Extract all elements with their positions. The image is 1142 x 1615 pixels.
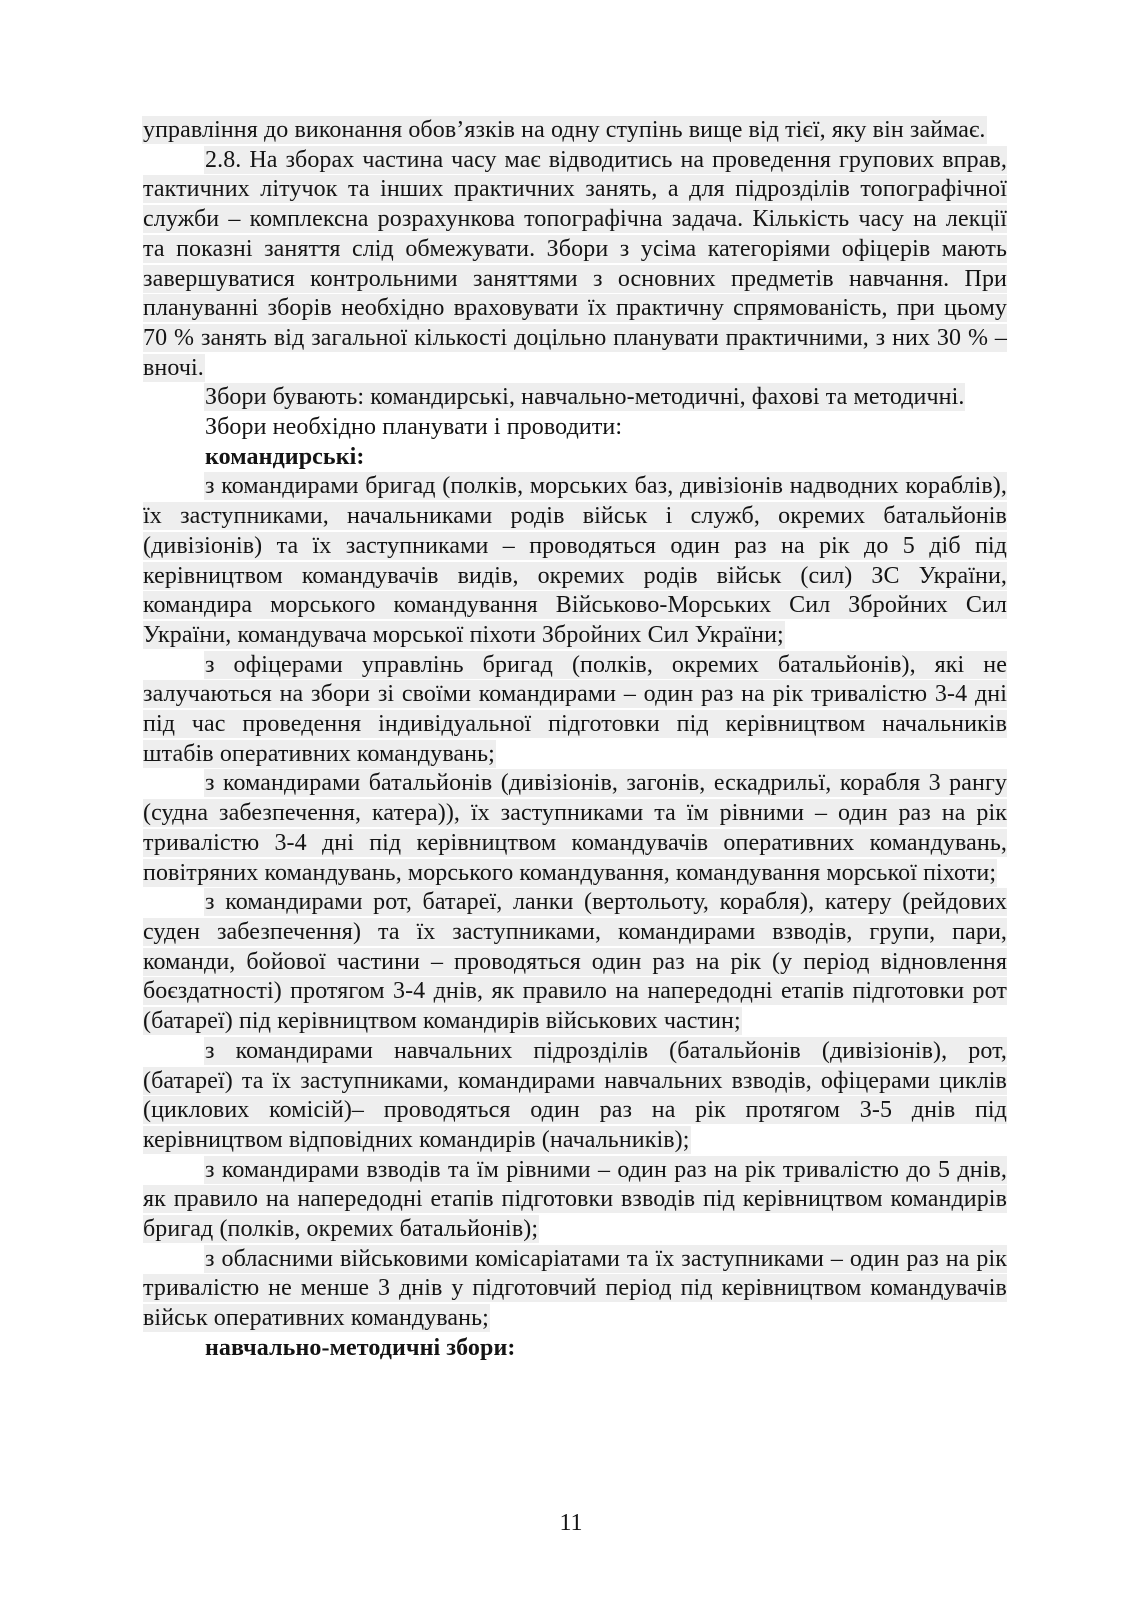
paragraph-text: 2.8. На зборах частина часу має відводитись на проведення групових вправ, тактичних літучок та інших практичних занять, а для підрозділів топографічної служби – комплексна розрахункова топографічна задача. Кількість часу на лекції та показні заняття слід обмежувати. Збори з усіма категоріями офіцерів мають завершуватися контрольними заняттями з основних предметів навчання. При плануванні зборів необхідно враховувати їх практичну спрямованість, при цьому 70 % занять від загальної кількості доцільно планувати практичними, з них 30 % – вночі. [143,146,1007,381]
page-number: 11 [559,1510,583,1536]
paragraph-text: з командирами взводів та їм рівними – один раз на рік тривалістю до 5 днів, як правило на напередодні етапів підготовки взводів під керівництвом командирів бригад (полків, окремих батальйонів); [143,1156,1007,1243]
paragraph-text: з офіцерами управлінь бригад (полків, окремих батальйонів), які не залучаються на збори зі своїми командирами – один раз на рік тривалістю 3-4 дні під час проведення індивідуальної підготовки під керівництвом начальників штабів оперативних командувань; [143,651,1007,767]
paragraph-zbory-buvayut [143,383,1007,413]
heading-komandyrski [143,443,1007,473]
paragraph-continuation [143,116,1007,146]
heading-text: командирські: [205,443,365,470]
paragraph-text: з командирами рот, батареї, ланки (вертольоту, корабля), катеру (рейдових суден забезпечення) та їх заступниками, командирами взводів, групи, пари, команди, бойової частини – проводяться один раз на рік (у період відновлення боєздатності) протягом 3-4 днів, як правило на напередодні етапів підготовки рот (батареї) під керівництвом командирів військових частин; [143,889,1007,1035]
paragraph-komandyry-bryhad [143,472,1007,650]
paragraph-text: з командирами бригад (полків, морських баз, дивізіонів надводних кораблів), їх заступниками, начальниками родів військ і служб, окремих батальйонів (дивізіонів) та їх заступниками – проводяться один раз на рік до 5 діб під керівництвом командувачів видів, окремих родів військ (сил) ЗС України, командира морського командування Військово-Морських Сил Збройних Сил України, командувача морської піхоти Збройних Сил України; [143,473,1007,648]
paragraph-komandyry-rot [143,888,1007,1037]
paragraph-text: з командирами навчальних підрозділів (батальйонів (дивізіонів), рот, (батареї) та їх заступниками, командирами навчальних взводів, офіцерами циклів (циклових комісій)– проводяться один раз на рік протягом 3-5 днів під керівництвом відповідних командирів (начальників); [143,1037,1007,1153]
paragraph-text: Збори необхідно планувати і проводити: [205,414,623,441]
paragraph-text: з командирами батальйонів (дивізіонів, загонів, ескадрильї, корабля 3 рангу (судна забезпечення, катера)), їх заступниками та їм рівними – один раз на рік тривалістю 3-4 дні під керівництвом командувачів оперативних командувань, повітряних командувань, морського командування, командування морської піхоти; [143,770,1007,886]
document-text-column [143,116,1007,1364]
paragraph-text: управління до виконання обов’язків на одну ступінь вище від тієї, яку він займає. [143,117,986,143]
paragraph-ofitsery-upravlin [143,651,1007,770]
paragraph-oblasni-komisariaty [143,1245,1007,1334]
heading-navchalno-metodychni-zbory [143,1334,1007,1364]
paragraph-2-8 [143,146,1007,384]
paragraph-navchalni-pidrozdily [143,1037,1007,1156]
paragraph-text: з обласними військовими комісаріатами та їх заступниками – один раз на рік тривалістю не менше 3 днів у підготовчий період під керівництвом командувачів військ оперативних командувань; [143,1245,1007,1332]
paragraph-zbory-planuvaty [143,413,1007,443]
heading-text: навчально-методичні збори: [205,1334,516,1361]
paragraph-komandyry-vzvodiv [143,1156,1007,1245]
paragraph-komandyry-batalyoniv [143,769,1007,888]
paragraph-text: Збори бувають: командирські, навчально-методичні, фахові та методичні. [205,384,965,411]
